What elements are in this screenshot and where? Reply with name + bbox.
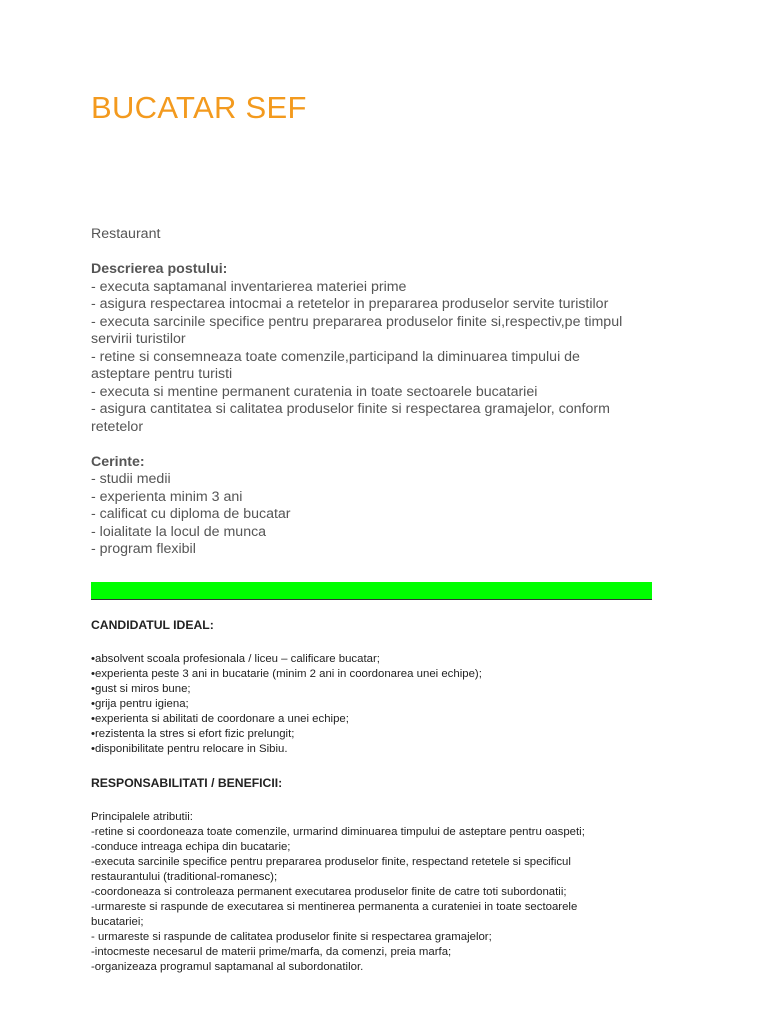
responsibilities-heading: RESPONSABILITATI / BENEFICII:: [91, 776, 283, 790]
responsibilities-intro: Principalele atributii:: [91, 811, 193, 823]
description-item: servirii turistilor: [91, 331, 186, 347]
responsibility-item: -urmareste si raspunde de executarea si mentinerea permanenta a curateniei in toate sectoarele: [91, 901, 578, 913]
requirement-item: - program flexibil: [91, 541, 196, 557]
ideal-candidate-heading: CANDIDATUL IDEAL:: [91, 618, 214, 632]
ideal-candidate-item: •gust si miros bune;: [91, 683, 191, 695]
description-item: - executa si mentine permanent curatenia in toate sectoarele bucatariei: [91, 383, 538, 400]
requirement-item: - calificat cu diploma de bucatar: [91, 506, 291, 522]
spacer: [91, 436, 691, 454]
description-item: asteptare pentru turisti: [91, 366, 233, 382]
responsibility-item: -conduce intreaga echipa din bucatarie;: [91, 841, 291, 853]
spacer: [91, 791, 651, 810]
spacer: [91, 633, 651, 652]
description-item: retetelor: [91, 418, 144, 435]
company-name: Restaurant: [91, 226, 161, 242]
description-item: - asigura cantitatea si calitatea produselor finite si respectarea gramajelor, conform: [91, 401, 610, 417]
ideal-candidate-item: •rezistenta la stres si efort fizic prelungit;: [91, 728, 295, 740]
ideal-candidate-item: •experienta si abilitati de coordonare a unei echipe;: [91, 713, 349, 725]
ideal-candidate-item: •disponibilitate pentru relocare in Sibiu.: [91, 743, 288, 755]
ideal-candidate-list: [91, 652, 651, 757]
responsibility-item: -retine si coordoneaza toate comenzile, urmarind diminuarea timpului de asteptare pentru oaspeti;: [91, 826, 585, 838]
description-item: - retine si consemneaza toate comenzile,participand la diminuarea timpului de: [91, 348, 580, 365]
responsibility-item: -intocmeste necesarul de materii prime/marfa, da comenzi, preia marfa;: [91, 946, 452, 958]
spacer: [91, 757, 651, 776]
ideal-candidate-item: •grija pentru igiena;: [91, 698, 189, 710]
requirement-item: - studii medii: [91, 471, 171, 487]
job-summary-section: [91, 226, 691, 559]
responsibility-item: bucatariei;: [91, 916, 144, 928]
description-list: [91, 279, 691, 437]
description-heading: Descrierea postului:: [91, 261, 228, 277]
description-item: - asigura respectarea intocmai a retetelor in prepararea produselor servite turistilor: [91, 296, 609, 312]
responsibility-item: -organizeaza programul saptamanal al subordonatilor.: [91, 961, 364, 973]
responsibility-item: -coordoneaza si controleaza permanent executarea produselor finite de catre toti subordonatii;: [91, 886, 567, 898]
description-item: - executa sarcinile specifice pentru prepararea produselor finite si,respectiv,pe timpul: [91, 313, 623, 330]
job-details-section: [91, 618, 651, 975]
responsibilities-list: [91, 825, 651, 975]
responsibility-item: -executa sarcinile specifice pentru prepararea produselor finite, respectand retetele si specificul: [91, 856, 571, 868]
requirements-list: [91, 471, 691, 559]
responsibility-item: - urmareste si raspunde de calitatea produselor finite si respectarea gramajelor;: [91, 931, 492, 943]
requirement-item: - experienta minim 3 ani: [91, 488, 243, 505]
job-title: BUCATAR SEF: [91, 90, 307, 125]
requirement-item: - loialitate la locul de munca: [91, 523, 267, 540]
description-item: - executa saptamanal inventarierea materiei prime: [91, 278, 407, 295]
highlight-separator-bar: [91, 582, 652, 600]
spacer: [91, 244, 691, 262]
requirements-heading: Cerinte:: [91, 453, 145, 470]
ideal-candidate-item: •absolvent scoala profesionala / liceu – calificare bucatar;: [91, 653, 380, 665]
ideal-candidate-item: •experienta peste 3 ani in bucatarie (minim 2 ani in coordonarea unei echipe);: [91, 668, 482, 680]
responsibility-item: restaurantului (traditional-romanesc);: [91, 871, 278, 883]
